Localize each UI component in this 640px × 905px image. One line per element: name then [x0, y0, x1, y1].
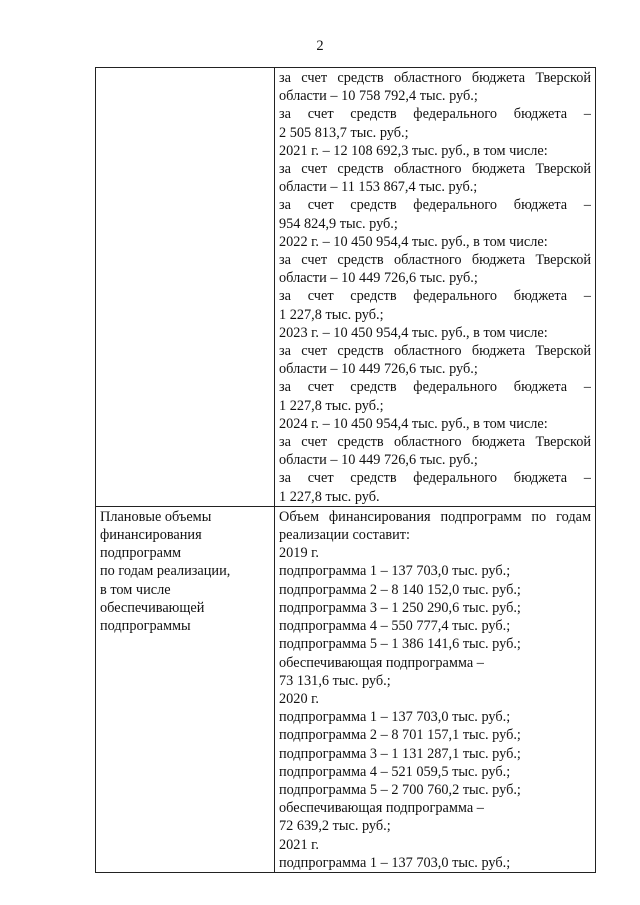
text-line: 72 639,2 тыс. руб.; [279, 818, 391, 835]
text-line: подпрограмма 4 – 521 059,5 тыс. руб.; [279, 763, 511, 780]
text-line: Объем финансирования подпрограмм по годам [279, 508, 591, 525]
text-line: 2019 г. [279, 545, 319, 562]
text-line: финансирования [100, 527, 202, 544]
text-line: за счет средств областного бюджета Тверской [279, 70, 591, 86]
text-line: обеспечивающая подпрограмма – [279, 654, 484, 671]
passport-table [95, 67, 596, 873]
text-line: области – 10 449 726,6 тыс. руб.; [279, 270, 478, 287]
text-line: подпрограмма 2 – 8 140 152,0 тыс. руб.; [279, 581, 521, 598]
text-line: подпрограмма 3 – 1 250 290,6 тыс. руб.; [279, 599, 521, 616]
text-line: в том числе [100, 581, 171, 598]
text-line: подпрограмма 1 – 137 703,0 тыс. руб.; [279, 854, 511, 871]
text-line: 1 227,8 тыс. руб.; [279, 306, 384, 323]
text-line: подпрограмма 4 – 550 777,4 тыс. руб.; [279, 618, 511, 635]
text-line: обеспечивающей [100, 599, 205, 616]
text-line: за счет средств федерального бюджета – [279, 379, 591, 396]
row1-right-cell [275, 68, 596, 507]
text-line: 1 227,8 тыс. руб.; [279, 397, 384, 414]
text-line: подпрограмма 1 – 137 703,0 тыс. руб.; [279, 563, 511, 580]
text-line: за счет средств областного бюджета Тверской [279, 161, 591, 178]
text-line: 2020 г. [279, 690, 319, 707]
table-row-funding-continuation [96, 68, 596, 507]
text-line: 73 131,6 тыс. руб.; [279, 672, 391, 689]
row2-left-cell [96, 506, 275, 872]
text-line: за счет средств областного бюджета Тверской [279, 252, 591, 269]
text-line: реализации составит: [279, 527, 411, 544]
text-line: по годам реализации, [100, 563, 231, 580]
text-line: за счет средств федерального бюджета – [279, 470, 591, 487]
text-line: обеспечивающая подпрограмма – [279, 800, 484, 817]
text-line: подпрограмм [100, 545, 182, 562]
text-line: 2024 г. – 10 450 954,4 тыс. руб., в том числе: [279, 415, 548, 432]
table-row-planned-volumes [96, 506, 596, 872]
text-line: подпрограмма 2 – 8 701 157,1 тыс. руб.; [279, 727, 521, 744]
row2-right-cell [275, 506, 596, 872]
text-line: подпрограмма 5 – 1 386 141,6 тыс. руб.; [279, 636, 521, 653]
text-line: 2 505 813,7 тыс. руб.; [279, 124, 409, 141]
text-line: 2022 г. – 10 450 954,4 тыс. руб., в том числе: [279, 233, 548, 250]
row1-left-cell [96, 68, 275, 507]
text-line: области – 10 758 792,4 тыс. руб.; [279, 88, 478, 105]
text-line: за счет средств областного бюджета Тверской [279, 343, 591, 360]
text-line: 954 824,9 тыс. руб.; [279, 215, 398, 232]
text-line: 2023 г. – 10 450 954,4 тыс. руб., в том числе: [279, 324, 548, 341]
text-line: за счет средств федерального бюджета – [279, 197, 591, 214]
text-line: 2021 г. – 12 108 692,3 тыс. руб., в том числе: [279, 142, 548, 159]
text-line: области – 10 449 726,6 тыс. руб.; [279, 452, 478, 469]
text-line: подпрограммы [100, 618, 191, 635]
text-line: области – 10 449 726,6 тыс. руб.; [279, 361, 478, 378]
page-number: 2 [316, 38, 324, 54]
text-line: 1 227,8 тыс. руб. [279, 488, 380, 505]
text-line: подпрограмма 5 – 2 700 760,2 тыс. руб.; [279, 781, 521, 798]
text-line: Плановые объемы [100, 508, 212, 525]
text-line: за счет средств федерального бюджета – [279, 106, 591, 123]
text-line: за счет средств областного бюджета Тверской [279, 434, 591, 451]
text-line: за счет средств федерального бюджета – [279, 288, 591, 305]
text-line: подпрограмма 1 – 137 703,0 тыс. руб.; [279, 709, 511, 726]
text-line: подпрограмма 3 – 1 131 287,1 тыс. руб.; [279, 745, 521, 762]
text-line: 2021 г. [279, 836, 319, 853]
text-line: области – 11 153 867,4 тыс. руб.; [279, 179, 478, 196]
